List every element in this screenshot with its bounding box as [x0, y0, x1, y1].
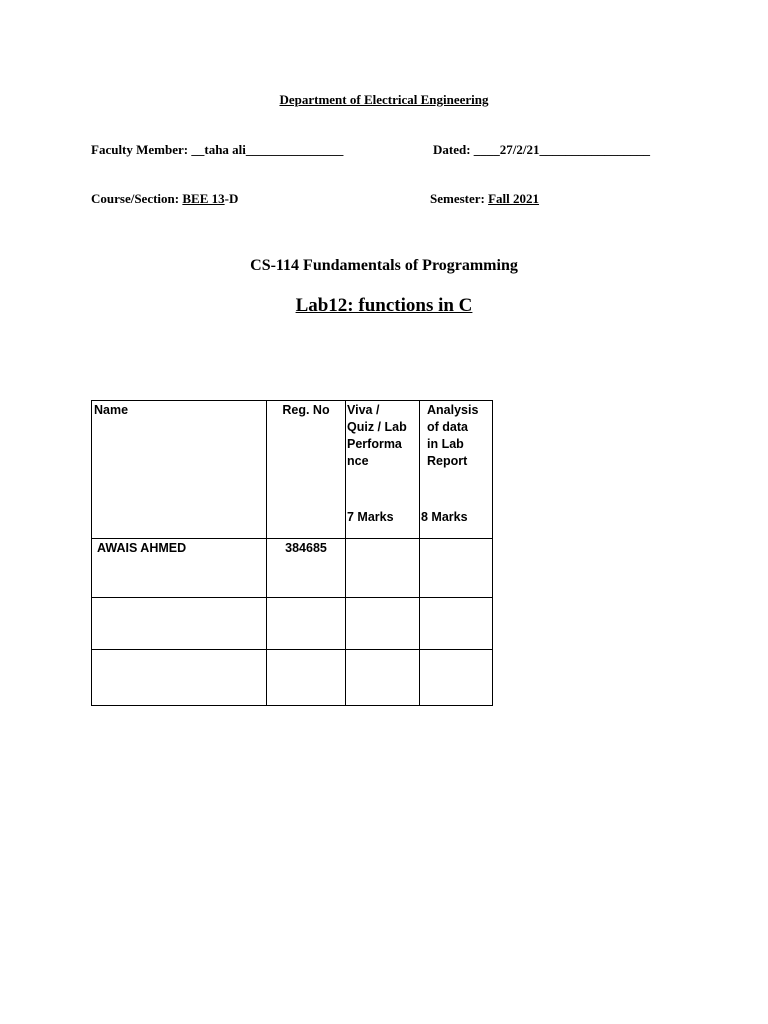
marks-table [91, 400, 493, 706]
table-header-row [92, 401, 493, 539]
analysis-cell [420, 598, 493, 650]
analysis-marks: 8 Marks [421, 510, 468, 524]
viva-line: Quiz / Lab [347, 420, 407, 434]
student-name-cell: AWAIS AHMED [92, 539, 267, 598]
header-reg-label: Reg. No [282, 403, 330, 417]
reg-no-cell [267, 598, 346, 650]
viva-marks: 7 Marks [347, 510, 394, 524]
header-analysis [420, 401, 493, 539]
dated-label: Dated: [433, 142, 474, 157]
analysis-line: of data [427, 420, 468, 434]
course-suffix: -D [224, 191, 239, 206]
analysis-line: Report [427, 454, 468, 468]
lab-title: Lab12: functions in C [295, 295, 473, 316]
faculty-member-line [91, 142, 343, 158]
header-name [92, 401, 267, 539]
dated-value: ____27/2/21_________________ [473, 142, 651, 157]
viva-line: nce [347, 454, 369, 468]
table-row [92, 650, 493, 706]
course-title: CS-114 Fundamentals of Programming [250, 257, 518, 274]
semester-line [430, 191, 539, 207]
analysis-cell [420, 539, 493, 598]
course-label: Course/Section: [91, 191, 183, 206]
semester-label: Semester: [430, 191, 489, 206]
student-name-cell [92, 650, 267, 706]
table-row [92, 539, 493, 598]
analysis-line: in Lab [427, 437, 464, 451]
viva-line: Performa [347, 437, 402, 451]
dated-line [433, 142, 650, 158]
department-heading: Department of Electrical Engineering [279, 92, 489, 107]
student-name-cell [92, 598, 267, 650]
header-name-label: Name [94, 403, 129, 417]
course-section-line [91, 191, 238, 207]
viva-cell [346, 650, 420, 706]
analysis-cell [420, 650, 493, 706]
faculty-value: __taha ali_______________ [191, 142, 344, 157]
faculty-label: Faculty Member: [91, 142, 192, 157]
table-row [92, 598, 493, 650]
header-reg-no [267, 401, 346, 539]
course-value: BEE 13 [182, 191, 225, 206]
viva-line: Viva / [347, 403, 380, 417]
analysis-line: Analysis [427, 403, 479, 417]
reg-no-cell [267, 650, 346, 706]
viva-cell [346, 598, 420, 650]
header-viva [346, 401, 420, 539]
reg-no-cell: 384685 [267, 539, 346, 598]
semester-value: Fall 2021 [488, 191, 540, 206]
viva-cell [346, 539, 420, 598]
